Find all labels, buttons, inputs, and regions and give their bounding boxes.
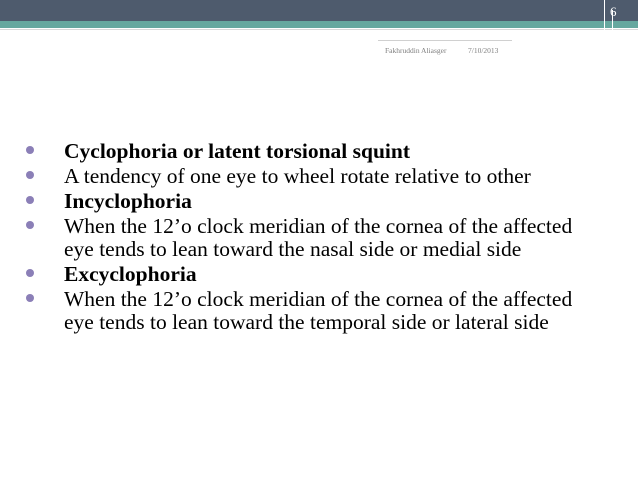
header-band bbox=[0, 0, 638, 21]
bullet-text: When the 12’o clock meridian of the cornea of the affected eye tends to lean toward the temporal side or lateral side bbox=[64, 287, 573, 334]
footer-date: 7/10/2013 bbox=[468, 46, 499, 55]
bullet-text: Cyclophoria or latent torsional squint bbox=[64, 139, 411, 163]
footer-divider bbox=[378, 40, 512, 41]
bullet-text: Excyclophoria bbox=[64, 262, 197, 286]
bullet-text: When the 12’o clock meridian of the cornea of the affected eye tends to lean toward the nasal side or medial side bbox=[64, 214, 573, 261]
corner-decoration-horizontal bbox=[600, 28, 638, 29]
bullet-item bbox=[26, 263, 606, 286]
corner-decoration-vertical bbox=[604, 0, 605, 38]
bullet-list bbox=[26, 140, 606, 336]
bullet-item bbox=[26, 190, 606, 213]
accent-band bbox=[0, 21, 638, 28]
bullet-item bbox=[26, 165, 606, 188]
bullet-dot-icon bbox=[26, 196, 34, 204]
bullet-item bbox=[26, 288, 606, 334]
bullet-dot-icon bbox=[26, 146, 34, 154]
bullet-text: Incyclophoria bbox=[64, 189, 192, 213]
bullet-dot-icon bbox=[26, 269, 34, 277]
bullet-text: A tendency of one eye to wheel rotate relative to other bbox=[64, 164, 531, 188]
bullet-item bbox=[26, 140, 606, 163]
bullet-dot-icon bbox=[26, 294, 34, 302]
header-divider bbox=[0, 29, 638, 30]
slide-number: 6 bbox=[610, 4, 617, 19]
footer-author: Fakhruddin Aliasger bbox=[385, 46, 447, 55]
bullet-dot-icon bbox=[26, 221, 34, 229]
bullet-item bbox=[26, 215, 606, 261]
bullet-dot-icon bbox=[26, 171, 34, 179]
